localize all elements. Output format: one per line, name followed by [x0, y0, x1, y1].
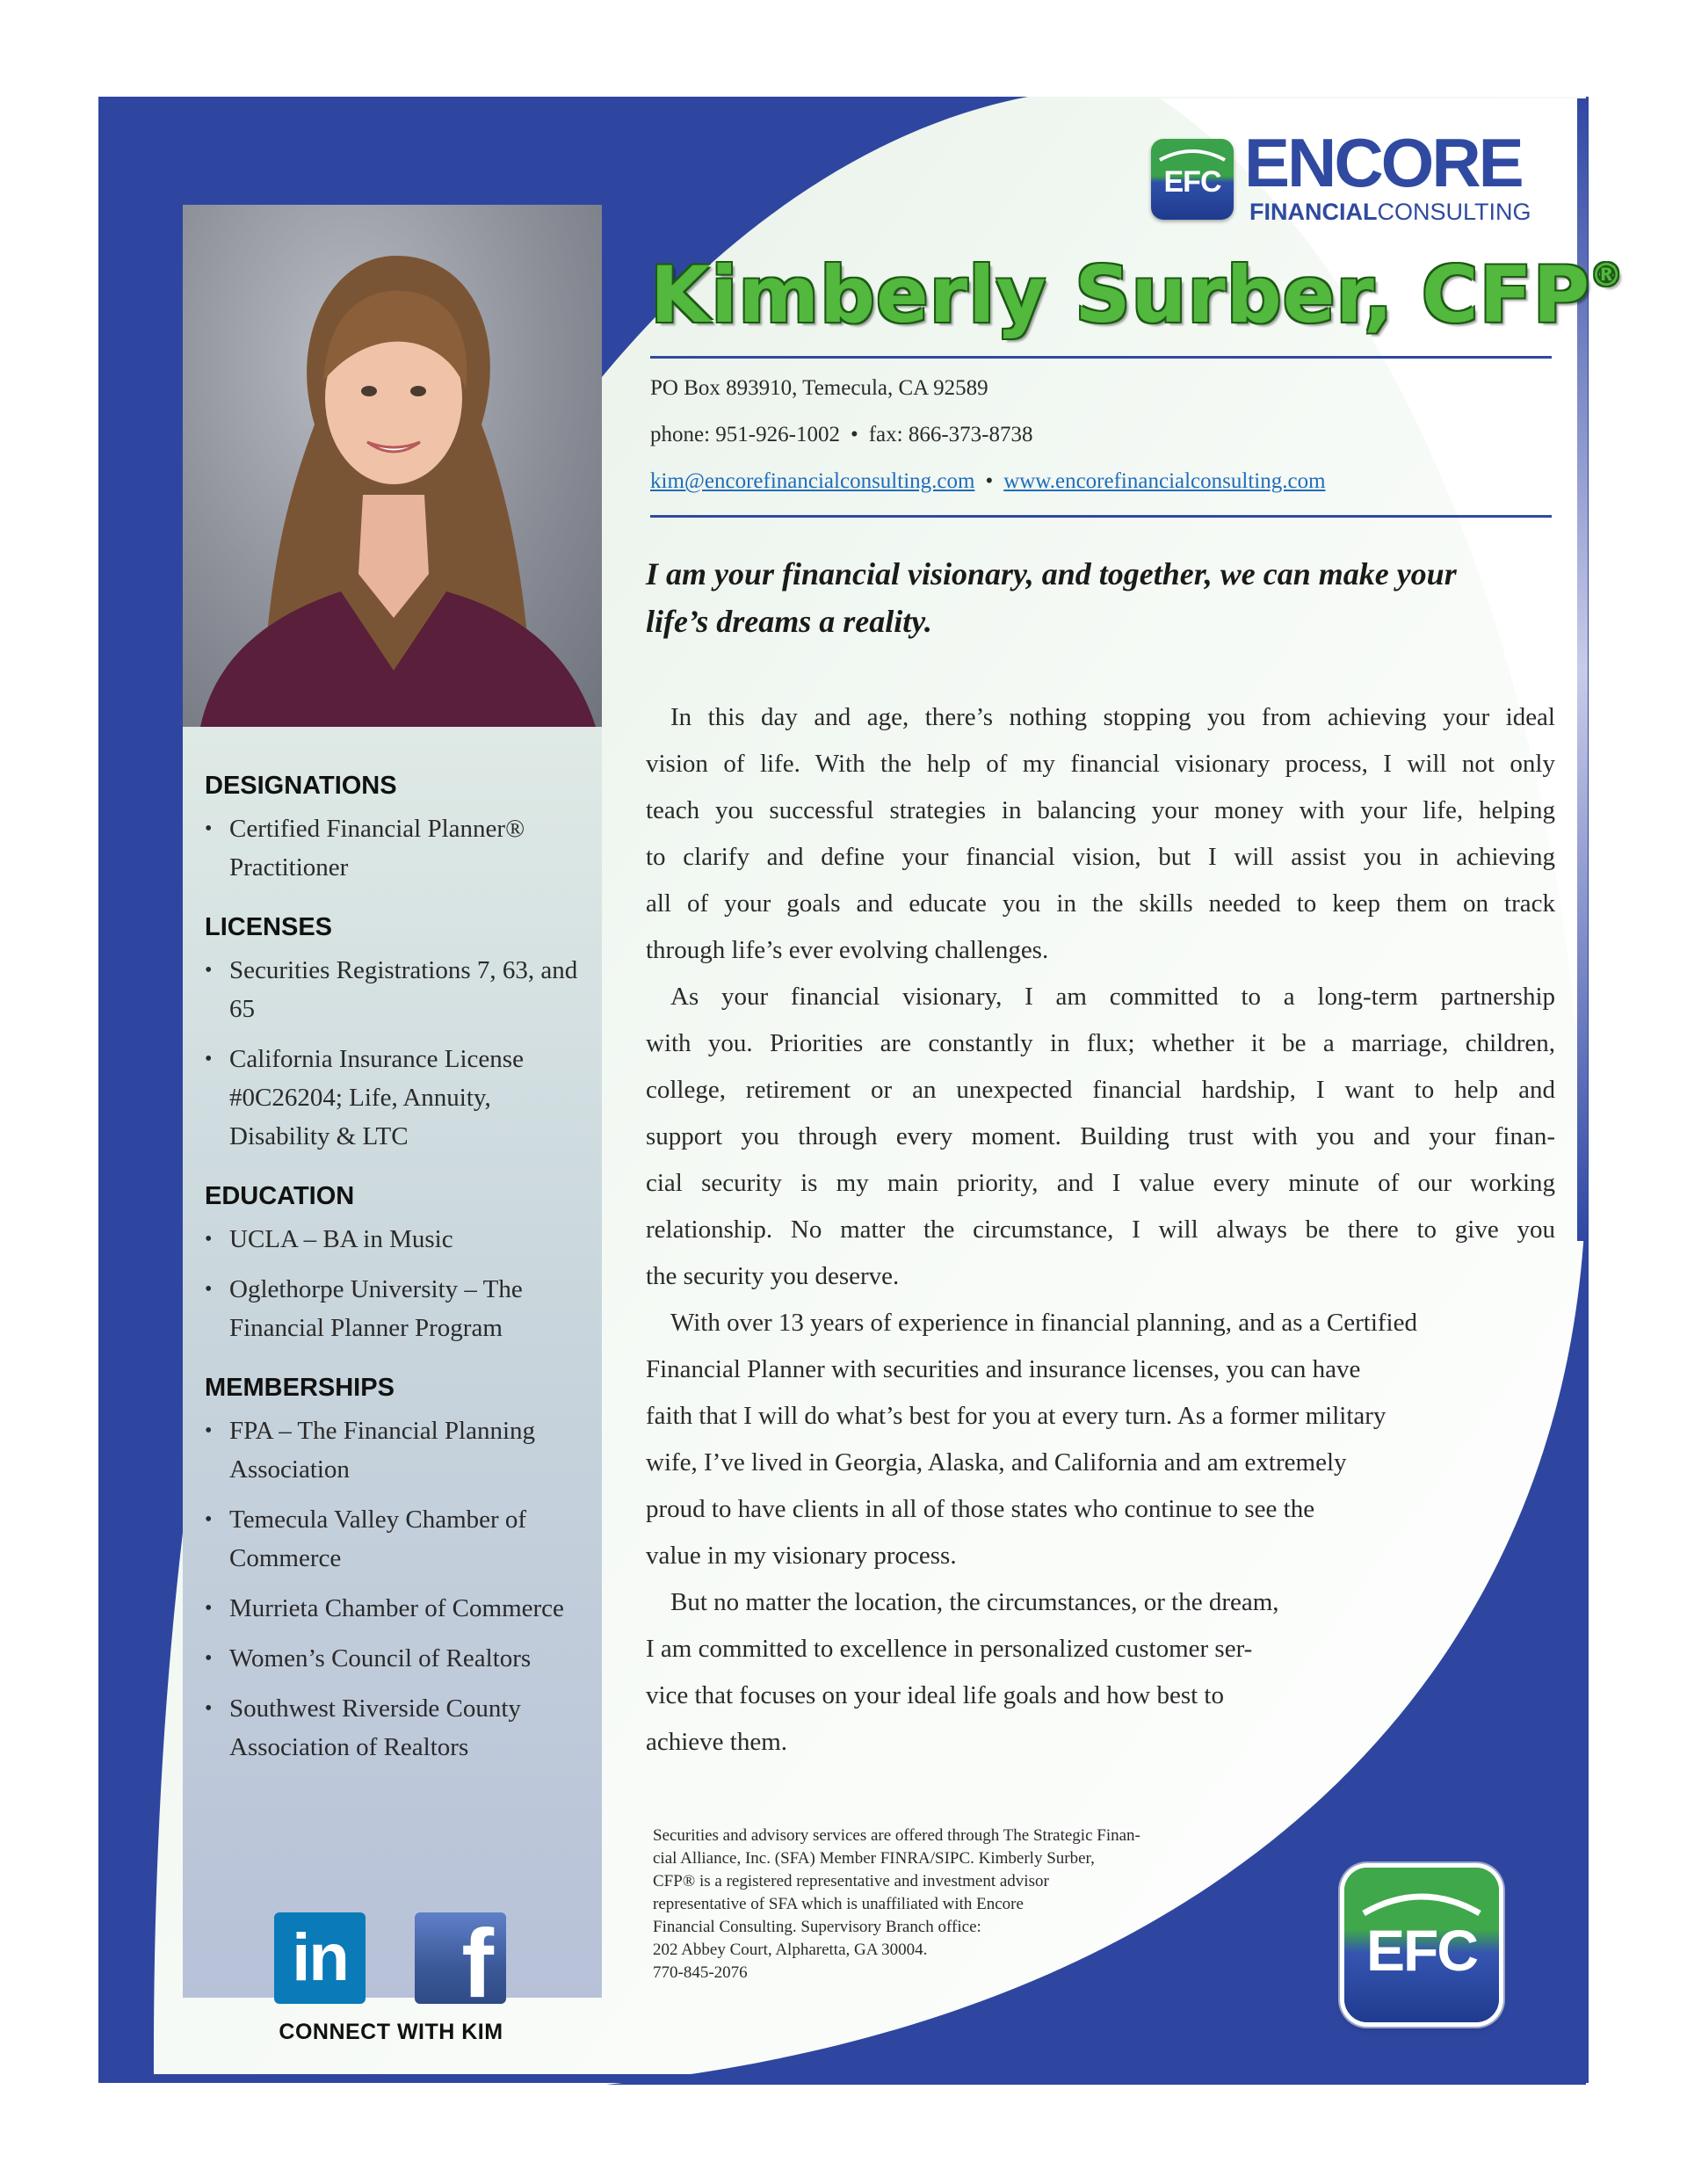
name-rule — [650, 356, 1552, 359]
designations-section — [205, 772, 591, 887]
phone-fax: phone: 951-926-1002 • fax: 866-373-8738 — [650, 423, 1033, 446]
bio-paragraph-2: As your financial visionary, I am committed to a long-term partnership with you. Priorities are constantly in flux; whether it be a marriage, children, college, retirement or an unexpected financial hardship, I want to help and support you through every moment. Building trust with you and your finan- cial security is my main priority, and I value every minute of our working relationship. No matter the circumstance, I will always be there to give you the security you deserve. — [646, 983, 1555, 1290]
website-link[interactable]: www.encorefinancialconsulting.com — [1003, 469, 1326, 493]
bio-paragraph-1: In this day and age, there’s nothing stopping you from achieving your ideal vision of life. With the help of my financial visionary process, I will not only teach you successful strategies in balancing your money with your life, helping to clarify and define your financial vision, but I will assist you in achieving all of your goals and educate you in the skills needed to keep them on track through life’s ever evolving challenges. — [646, 703, 1555, 964]
contact-rule — [650, 515, 1552, 518]
bio-paragraph-4: But no matter the location, the circumstances, or the dream, I am committed to excellence in personalized customer ser- vice that focuses on your ideal life goals and how best to achieve them. — [646, 1588, 1279, 1756]
bio-paragraph-3: With over 13 years of experience in financial planning, and as a Certified Financial Planner with securities and insurance licenses, you can have faith that I will do what’s best for you at every turn. As a former military wife, I’ve lived in Georgia, Alaska, and California and am extremely proud to have clients in all of those states who continue to see the value in my visionary process. — [646, 1309, 1417, 1570]
licenses-section — [205, 913, 591, 1156]
list-item: • FPA – The Financial Planning Association — [205, 1411, 591, 1489]
encore-logo — [1151, 124, 1555, 230]
education-section — [205, 1182, 591, 1347]
logo-subtitle: FINANCIALCONSULTING — [1249, 199, 1531, 225]
linkedin-icon[interactable]: in — [274, 1912, 366, 2004]
bio-body — [646, 694, 1555, 1766]
designations-title: DESIGNATIONS — [205, 772, 397, 800]
email-link[interactable]: kim@encorefinancialconsulting.com — [650, 469, 975, 493]
profile-photo — [183, 205, 602, 727]
list-item: • Temecula Valley Chamber of Commerce — [205, 1500, 591, 1578]
address: PO Box 893910, Temecula, CA 92589 — [650, 376, 988, 400]
badge-text: EFC — [1366, 1918, 1477, 1983]
tagline: I am your financial visionary, and together, we can make your life’s dreams a reality. — [646, 556, 1457, 639]
list-item: • California Insurance License #0C26204; Life, Annuity, Disability & LTC — [205, 1040, 591, 1156]
memberships-section — [205, 1374, 591, 1767]
list-item: • Women’s Council of Realtors — [205, 1639, 591, 1678]
list-item: • Murrieta Chamber of Commerce — [205, 1589, 591, 1628]
list-item: • Certified Financial Planner® Practitioner — [205, 809, 591, 887]
list-item: • Securities Registrations 7, 63, and 65 — [205, 951, 591, 1028]
memberships-title: MEMBERSHIPS — [205, 1374, 395, 1402]
logo-badge-text: EFC — [1163, 165, 1221, 199]
list-item: • Oglethorpe University – The Financial Planner Program — [205, 1270, 591, 1347]
licenses-title: LICENSES — [205, 913, 333, 941]
list-item: • UCLA – BA in Music — [205, 1220, 591, 1259]
education-title: EDUCATION — [205, 1182, 355, 1210]
efc-badge — [1344, 1868, 1499, 2022]
person-name: Kimberly Surber, CFP® — [650, 250, 1624, 340]
credentials-sidebar — [205, 772, 591, 1793]
list-item: • Southwest Riverside County Association of Realtors — [205, 1689, 591, 1767]
connect-label: CONNECT WITH KIM — [279, 2020, 503, 2044]
facebook-icon[interactable]: f — [415, 1912, 506, 2004]
efc-logo-badge — [1151, 139, 1234, 220]
portrait-illustration — [183, 205, 602, 727]
disclaimer: Securities and advisory services are offered through The Strategic Finan- cial Alliance, Inc. (SFA) Member FINRA/SIPC. Kimberly Surber, CFP® is a registered representative and investment advisor representative of SFA which is unaffiliated with Encore Financial Consulting. Supervisory Branch office: 202 Abbey Court, Alpharetta, GA 30004. 770-845-2076 — [653, 1826, 1140, 1982]
email-web: kim@encorefinancialconsulting.com • www.encorefinancialconsulting.com — [650, 469, 1326, 493]
logo-wordmark: ENCORE — [1244, 124, 1522, 201]
